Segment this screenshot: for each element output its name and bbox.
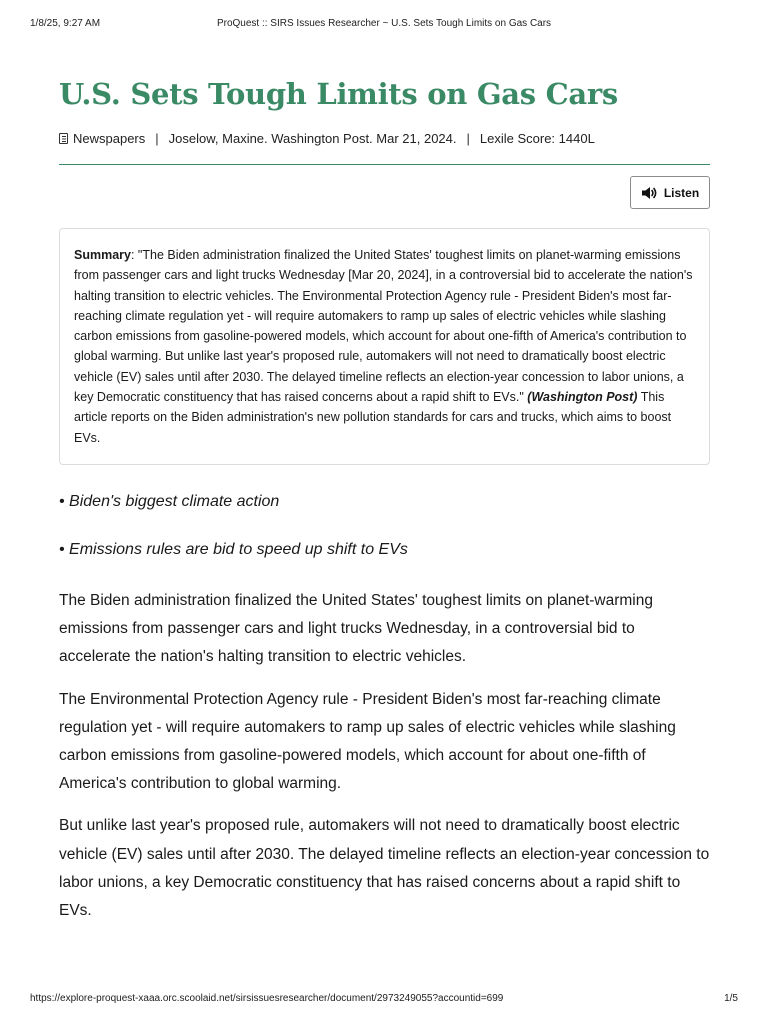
page-number: 1/5 [724, 993, 738, 1004]
summary-source: (Washington Post) [527, 390, 638, 405]
article-title: U.S. Sets Tough Limits on Gas Cars [59, 77, 618, 111]
summary-text: : "The Biden administration finalized the United States' toughest limits on planet-warming emissions from passenger cars and light trucks Wednesday [Mar 20, 2024], in a controversial bid to accelerate the nation's halting transition to electric vehicles. The Environmental Protection Agency rule - President Biden's most far-reaching climate regulation yet - will require automakers to ramp up sales of electric vehicles while slashing carbon emissions from gasoline-powered models, which account for about one-fifth of America's contribution to global warming. But unlike last year's proposed rule, automakers will not need to dramatically boost electric vehicle (EV) sales until after 2030. The delayed timeline reflects an election-year concession to labor unions, a key Democratic constituency that has raised concerns about a rapid shift to EVs." [74, 248, 693, 405]
newspaper-icon [59, 133, 68, 144]
body-paragraph: The Environmental Protection Agency rule - President Biden's most far-reaching climate regulation yet - will require automakers to ramp up sales of electric vehicles while slashing carbon emissions from gasoline-powered models, which account for about one-fifth of America's contribution to global warming. [59, 690, 676, 793]
meta-separator: | [466, 130, 470, 146]
article-meta [59, 128, 710, 148]
print-page-title: ProQuest :: SIRS Issues Researcher ~ U.S. Sets Tough Limits on Gas Cars [216, 18, 552, 29]
print-date: 1/8/25, 9:27 AM [30, 18, 101, 29]
meta-separator: | [155, 130, 159, 146]
listen-label: Listen [663, 185, 700, 200]
article-content [59, 72, 710, 939]
citation: Joselow, Maxine. Washington Post. Mar 21, 2024. [168, 130, 457, 146]
lexile-score: Lexile Score: 1440L [479, 130, 595, 146]
summary-box [59, 228, 710, 465]
source-type[interactable]: Newspapers [73, 130, 146, 146]
listen-button[interactable] [630, 176, 710, 209]
speaker-icon [641, 186, 658, 200]
highlights [59, 491, 710, 561]
article-body [59, 587, 710, 925]
article-toolbar [59, 165, 710, 217]
body-paragraph: The Biden administration finalized the United States' toughest limits on planet-warming emissions from passenger cars and light trucks Wednesday, in a controversial bid to accelerate the nation's halting transition to electric vehicles. [59, 591, 653, 666]
highlight-item: • Biden's biggest climate action [59, 492, 280, 510]
print-header [30, 18, 738, 32]
print-footer [30, 993, 738, 1007]
summary-label: Summary [74, 248, 131, 262]
summary-note: This article reports on the Biden administration's new pollution standards for cars and trucks, which aims to boost EVs. [74, 390, 672, 445]
page-url: https://explore-proquest-xaaa.orc.scoolaid.net/sirsissuesresearcher/document/2973249055?accountid=699 [30, 993, 504, 1004]
highlight-item: • Emissions rules are bid to speed up shift to EVs [59, 540, 408, 558]
body-paragraph: But unlike last year's proposed rule, automakers will not need to dramatically boost electric vehicle (EV) sales until after 2030. The delayed timeline reflects an election-year concession to labor unions, a key Democratic constituency that has raised concerns about a rapid shift to EVs. [59, 817, 710, 919]
